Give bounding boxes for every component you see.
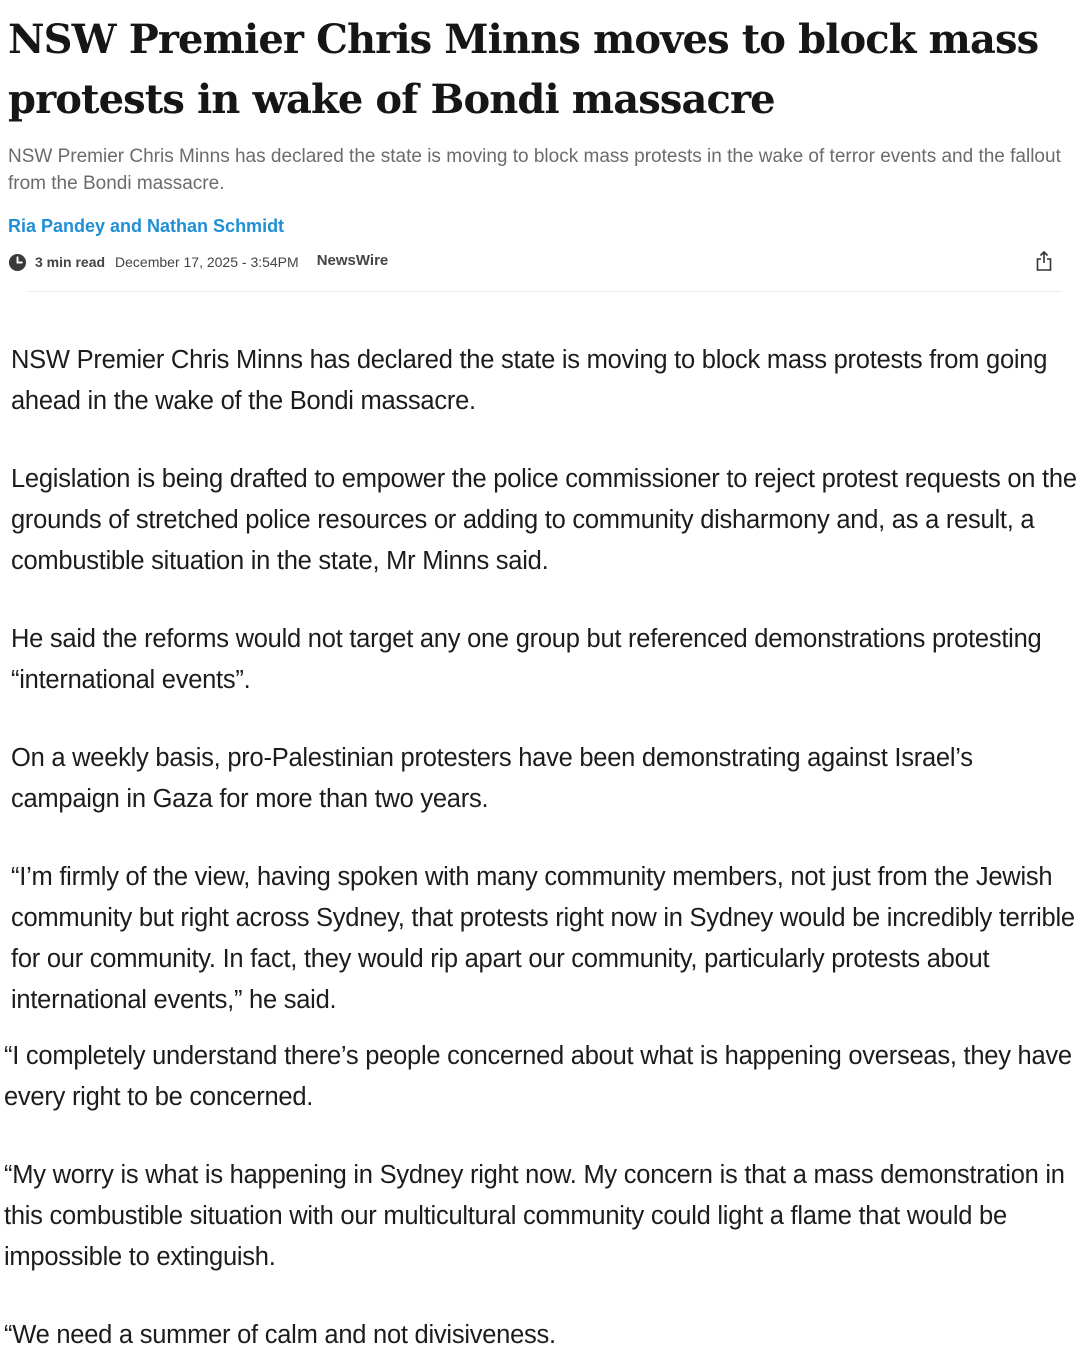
paragraph: On a weekly basis, pro-Palestinian protesters have been demonstrating against Israel’s campaign in Gaza for more than two years. [11,744,973,813]
article-meta [8,250,1064,274]
paragraph: “I’m firmly of the view, having spoken with many community members, not just from the Jewish community but right across Sydney, that protests right now in Sydney would be incredibly terrible for our community. In fact, they would rip apart our community, particularly protests about international events,” he said. [11,863,1075,1014]
paragraph: “I completely understand there’s people concerned about what is happening overseas, they have every right to be concerned. [4,1042,1072,1111]
paragraph: “My worry is what is happening in Sydney right now. My concern is that a mass demonstration in this combustible situation with our multicultural community could light a flame that would be impossible to extinguish. [4,1161,1065,1271]
author-byline-link[interactable]: Ria Pandey and Nathan Schmidt [8,216,285,236]
meta-divider [28,291,1062,292]
publish-date: December 17, 2025 - 3:54PM [115,254,299,270]
paragraph: “We need a summer of calm and not divisiveness. [4,1321,556,1349]
paragraph: He said the reforms would not target any one group but referenced demonstrations protesting “international events”. [11,625,1042,694]
article-body [0,340,1080,1350]
article-standfirst: NSW Premier Chris Minns has declared the state is moving to block mass protests in the wake of terror events and the fallout from the Bondi massacre. [8,146,1061,194]
read-time: 3 min read [35,254,106,270]
share-icon[interactable] [1034,250,1054,272]
clock-icon [8,253,27,272]
paragraph: Legislation is being drafted to empower the police commissioner to reject protest requests on the grounds of stretched police resources or adding to community disharmony and, as a result, a combustible situation in the state, Mr Minns said. [11,465,1077,575]
paragraph: NSW Premier Chris Minns has declared the state is moving to block mass protests from going ahead in the wake of the Bondi massacre. [11,346,1048,415]
source-label: NewsWire [316,251,389,269]
article-headline: NSW Premier Chris Minns moves to block mass protests in wake of Bondi massacre [8,16,1039,123]
